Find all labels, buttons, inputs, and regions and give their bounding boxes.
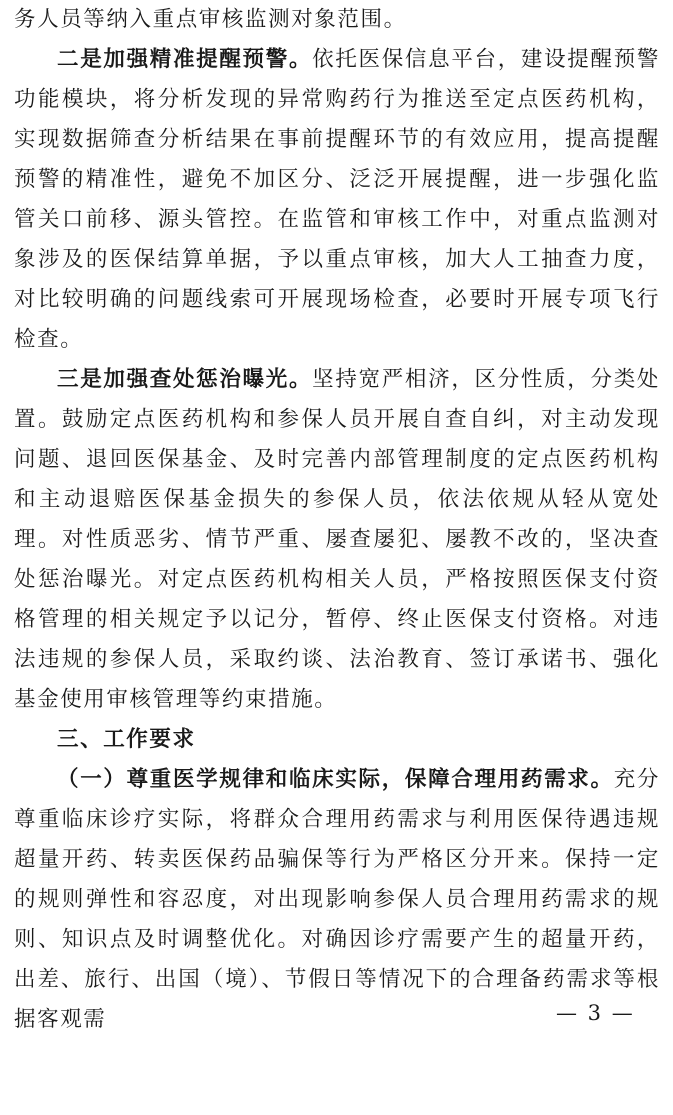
paragraph-text: 充分尊重临床诊疗实际，将群众合理用药需求与利用医保待遇违规超量开药、转卖医保药品骗保等行为严格区分开来。保持一定的规则弹性和容忍度，对出现影响参保人员合理用药需求的规则、知识点及时调整优化。对确因诊疗需要产生的超量开药，出差、旅行、出国（境）、节假日等情况下的合理备药需求等根据客观需 <box>14 767 660 1032</box>
page-number: — 3 — <box>556 1001 635 1025</box>
paragraph-precise-warning <box>14 40 660 360</box>
paragraph-lead: 三是加强查处惩治曝光。 <box>57 367 313 392</box>
paragraph-text: 坚持宽严相济，区分性质，分类处置。鼓励定点医药机构和参保人员开展自查自纠，对主动发现问题、退回医保基金、及时完善内部管理制度的定点医药机构和主动退赔医保基金损失的参保人员，依法依规从轻从宽处理。对性质恶劣、情节严重、屡查屡犯、屡教不改的，坚决查处惩治曝光。对定点医药机构相关人员，严格按照医保支付资格管理的相关规定予以记分，暂停、终止医保支付资格。对违法违规的参保人员，采取约谈、法治教育、签订承诺书、强化基金使用审核管理等约束措施。 <box>14 367 660 712</box>
section-heading: 三、工作要求 <box>57 727 196 752</box>
paragraph-punishment <box>14 360 660 720</box>
paragraph-lead: 二是加强精准提醒预警。 <box>57 47 313 72</box>
document-body <box>14 0 660 1040</box>
paragraph-text: 务人员等纳入重点审核监测对象范围。 <box>14 7 407 32</box>
paragraph-requirement-1 <box>14 760 660 1040</box>
paragraph-text: 依托医保信息平台，建设提醒预警功能模块，将分析发现的异常购药行为推送至定点医药机构，实现数据筛查分析结果在事前提醒环节的有效应用，提高提醒预警的精准性，避免不加区分、泛泛开展提醒，进一步强化监管关口前移、源头管控。在监管和审核工作中，对重点监测对象涉及的医保结算单据，予以重点审核，加大人工抽查力度，对比较明确的问题线索可开展现场检查，必要时开展专项飞行检查。 <box>14 47 660 352</box>
paragraph-lead: （一）尊重医学规律和临床实际，保障合理用药需求。 <box>57 767 614 792</box>
paragraph-continuation <box>14 0 660 40</box>
